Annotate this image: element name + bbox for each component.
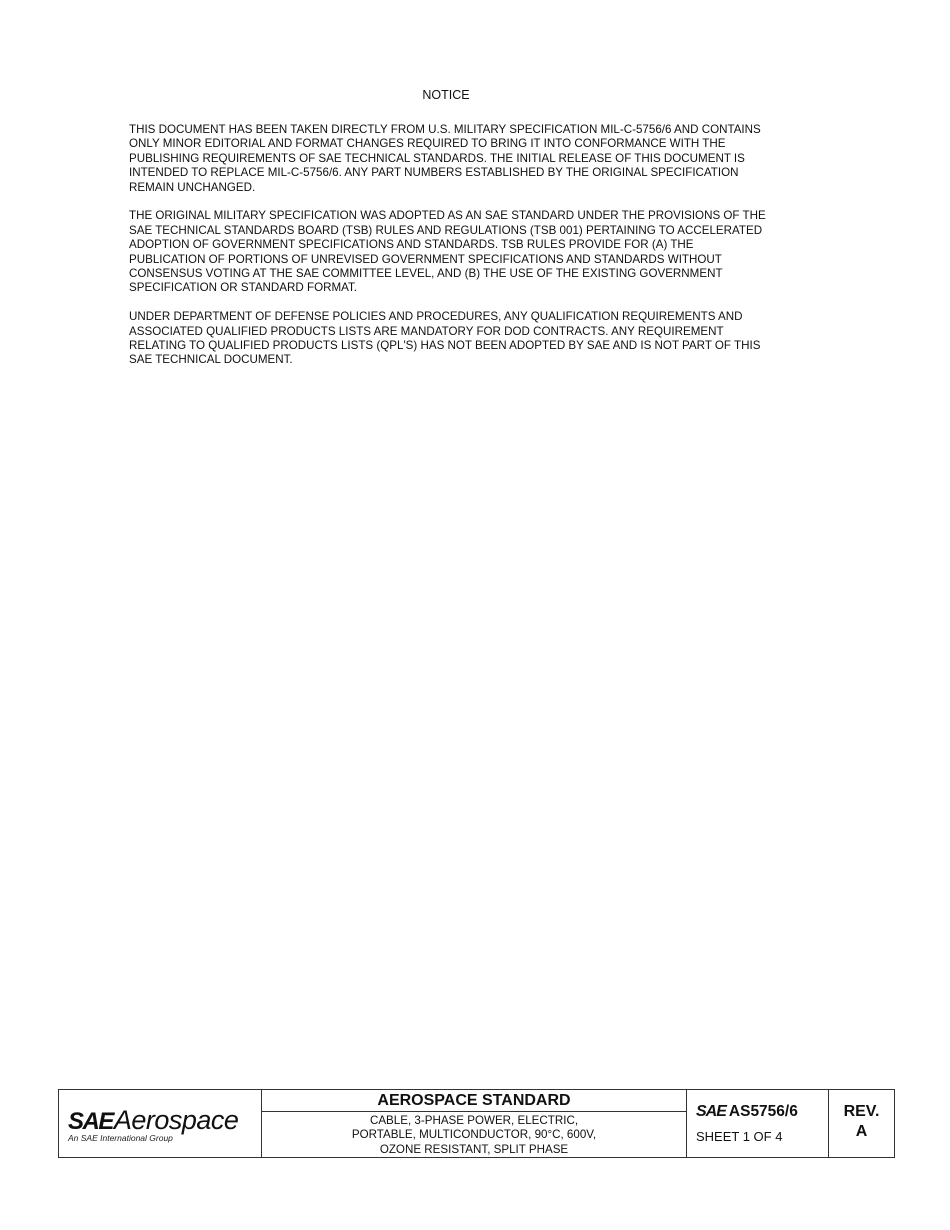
logo-aerospace-text: Aerospace — [113, 1105, 239, 1135]
document-description: CABLE, 3-PHASE POWER, ELECTRIC, PORTABLE, MULTICONDUCTOR, 90°C, 600V, OZONE RESISTANT, SPLIT PHASE — [351, 1114, 597, 1156]
document-number-row — [696, 1103, 798, 1121]
document-number: AS5756/6 — [728, 1103, 798, 1120]
sae-aerospace-logo — [59, 1090, 262, 1157]
sheet-number: SHEET 1 OF 4 — [696, 1129, 783, 1144]
title-cell — [262, 1090, 687, 1157]
sae-logo-small: SAE — [696, 1103, 726, 1120]
notice-paragraph: THIS DOCUMENT HAS BEEN TAKEN DIRECTLY FROM U.S. MILITARY SPECIFICATION MIL-C-5756/6 AND CONTAINS ONLY MINOR EDITORIAL AND FORMAT CHANGES REQUIRED TO BRING IT INTO CONFORMANCE WITH THE PUBLISHING REQUIREMENTS OF SAE TECHNICAL STANDARDS. THE INITIAL RELEASE OF THIS DOCUMENT IS INTENDED TO REPLACE MIL-C-5756/6. ANY PART NUMBERS ESTABLISHED BY THE ORIGINAL SPECIFICATION REMAIN UNCHANGED. — [129, 123, 761, 194]
title-block — [58, 1089, 895, 1158]
revision-value: A — [855, 1123, 868, 1140]
logo-tagline: An SAE International Group — [68, 1133, 173, 1143]
logo-sae-text: SAE — [68, 1108, 113, 1135]
notice-body — [129, 123, 829, 382]
notice-paragraph: UNDER DEPARTMENT OF DEFENSE POLICIES AND PROCEDURES, ANY QUALIFICATION REQUIREMENTS AND ASSOCIATED QUALIFIED PRODUCTS LISTS ARE MANDATORY FOR DOD CONTRACTS. ANY REQUIREMENT RELATING TO QUALIFIED PRODUCTS LISTS (QPL'S) HAS NOT BEEN ADOPTED BY SAE AND IS NOT PART OF THIS SAE TECHNICAL DOCUMENT. — [129, 310, 761, 367]
revision-cell — [829, 1090, 894, 1157]
logo-mark — [68, 1105, 238, 1136]
document-number-cell — [687, 1090, 829, 1157]
standard-label: AEROSPACE STANDARD — [262, 1090, 686, 1112]
notice-title: NOTICE — [422, 88, 470, 102]
revision-label: REV. — [843, 1103, 880, 1120]
notice-paragraph: THE ORIGINAL MILITARY SPECIFICATION WAS ADOPTED AS AN SAE STANDARD UNDER THE PROVISIONS OF THE SAE TECHNICAL STANDARDS BOARD (TSB) RULES AND REGULATIONS (TSB 001) PERTAINING TO ACCELERATED ADOPTION OF GOVERNMENT SPECIFICATIONS AND STANDARDS. TSB RULES PROVIDE FOR (A) THE PUBLICATION OF PORTIONS OF UNREVISED GOVERNMENT SPECIFICATIONS AND STANDARDS WITHOUT CONSENSUS VOTING AT THE SAE COMMITTEE LEVEL, AND (B) THE USE OF THE EXISTING GOVERNMENT SPECIFICATION OR STANDARD FORMAT. — [129, 209, 766, 295]
